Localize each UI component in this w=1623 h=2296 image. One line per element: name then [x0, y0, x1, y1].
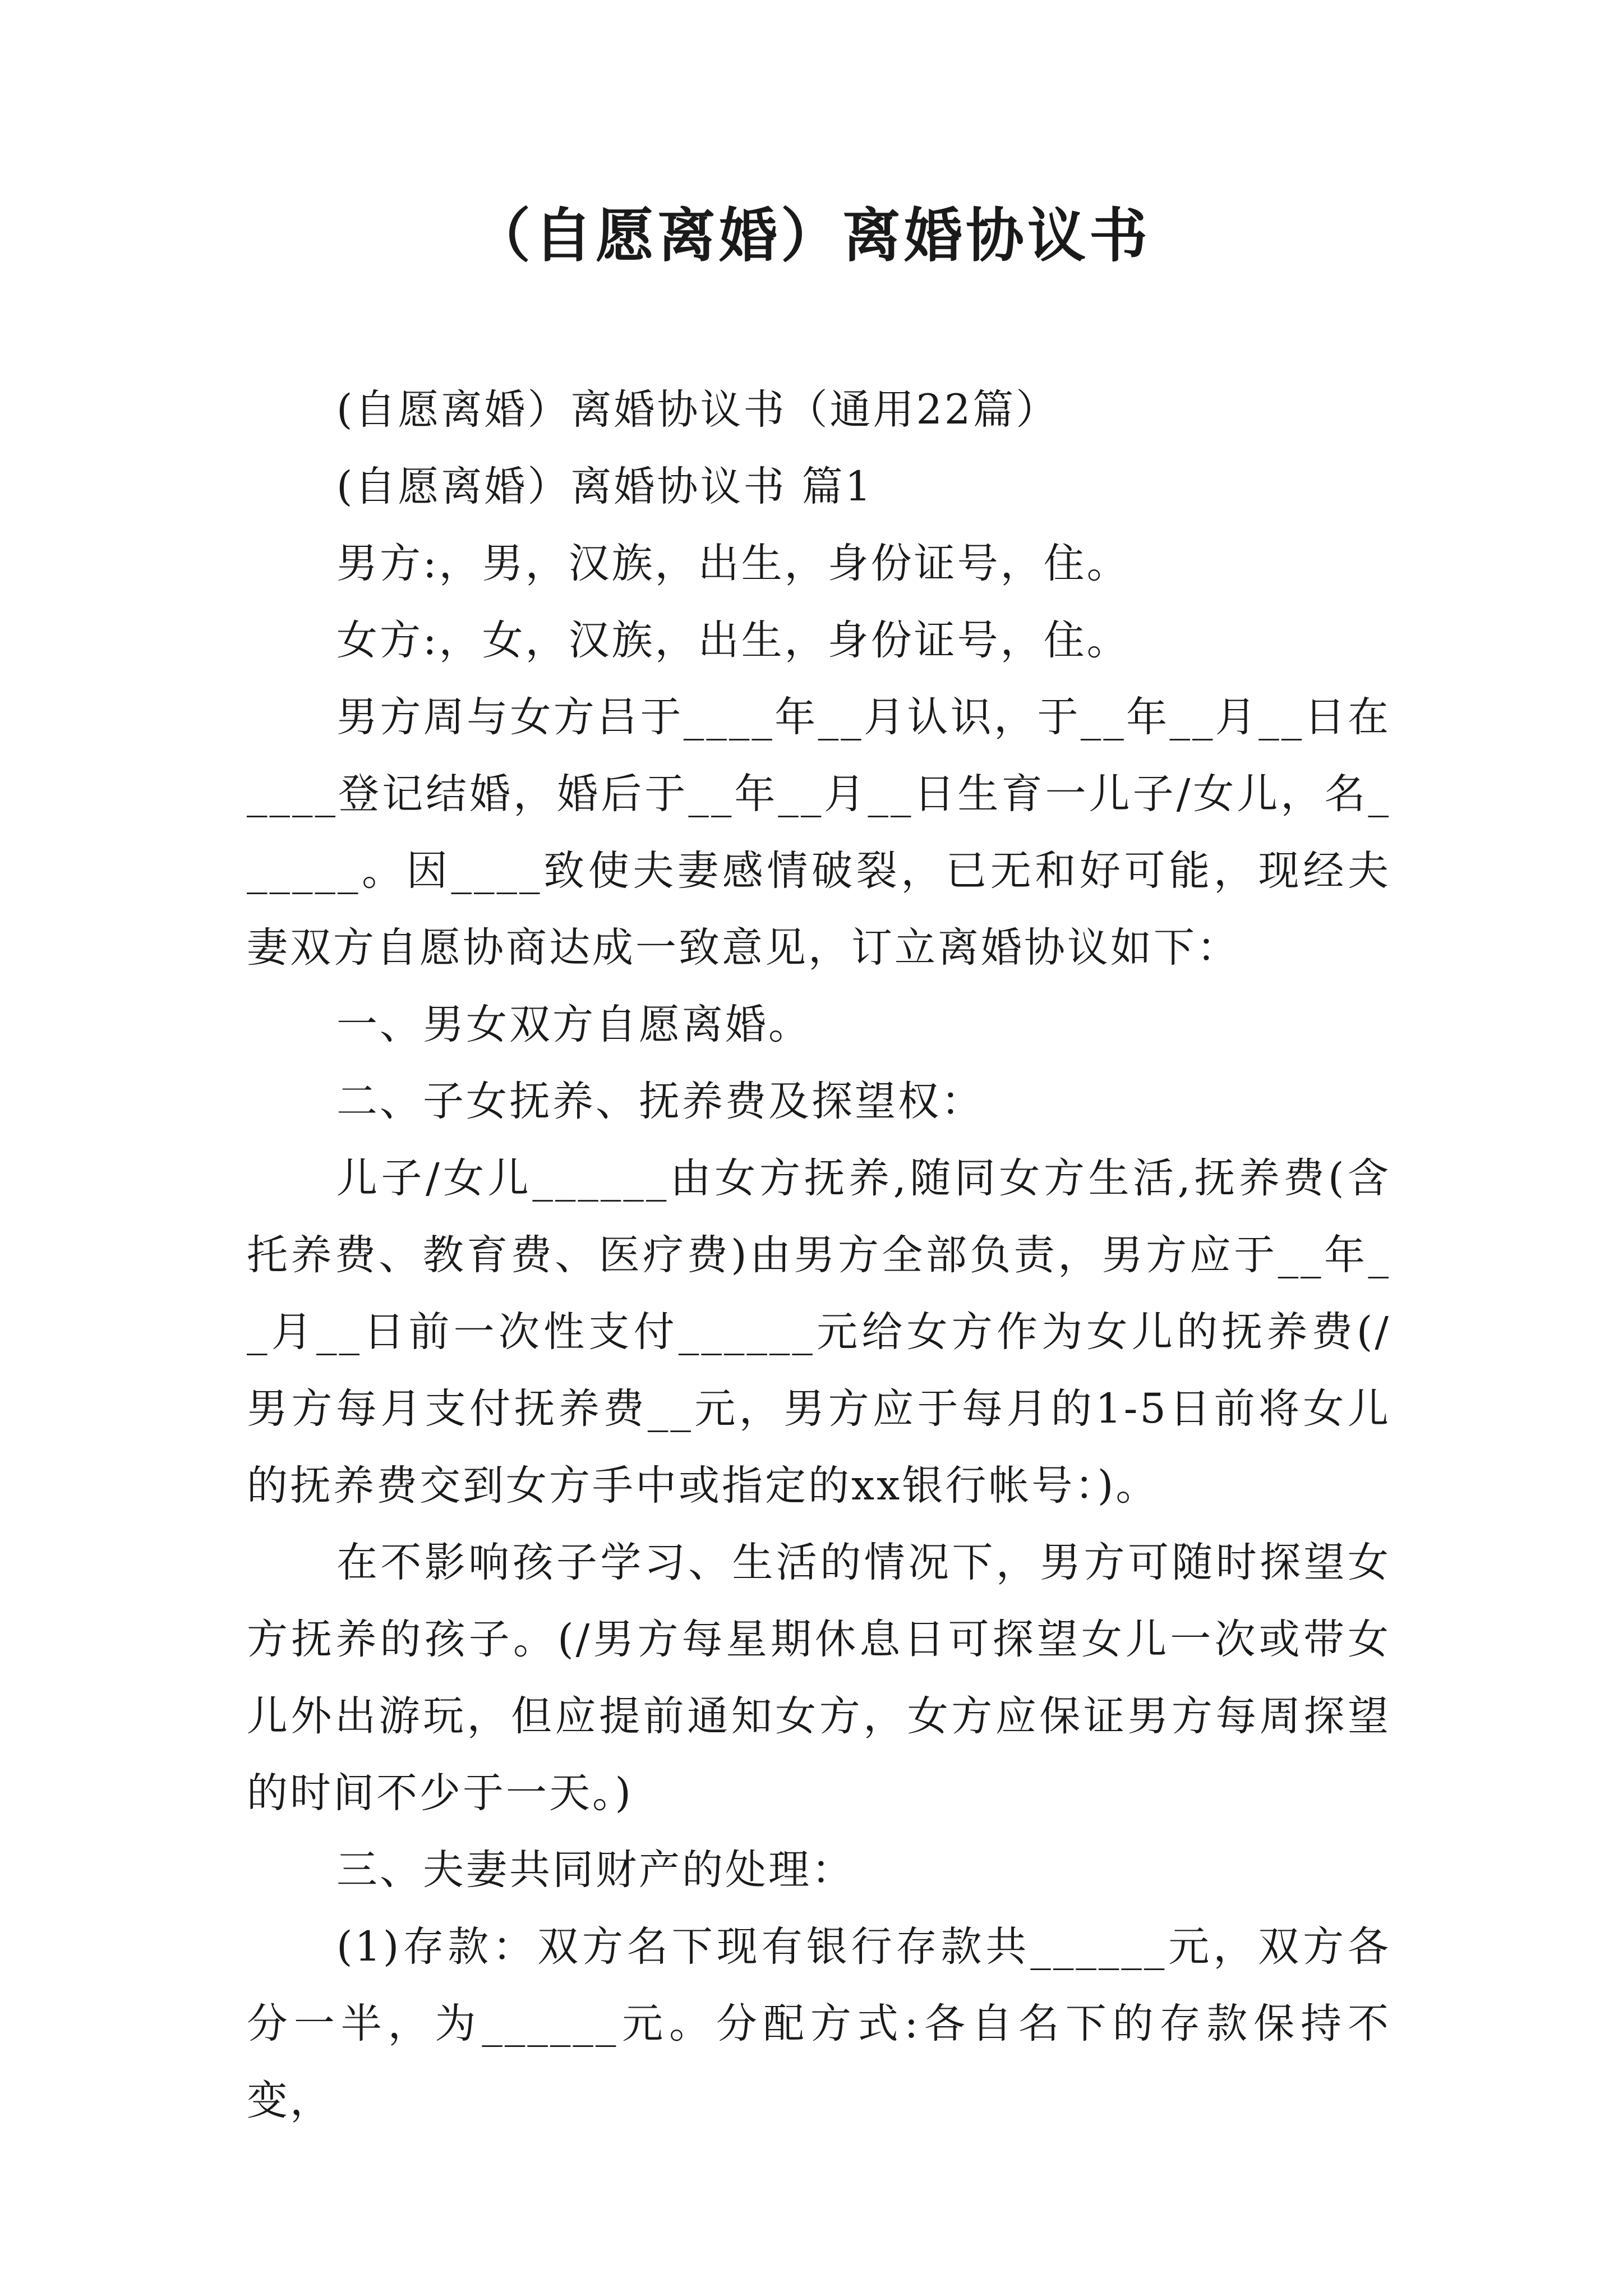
clause-one: 一、男女双方自愿离婚。 [336, 1001, 811, 1048]
custody-paragraph: 儿子/女儿______由女方抚养,随同女方生活,抚养费(含托养费、教育费、医疗费)由男方全部负责，男方应于__年__月__日前一次性支付______元给女方作为女儿的抚养费(/男方每月支付抚养费__元，男方应于每月的1-5日前将女儿的抚养费交到女方手中或指定的xx银行帐号：)。 [247, 1154, 1391, 1510]
document-body [247, 371, 1391, 2139]
subtitle-paragraph: (自愿离婚）离婚协议书（通用22篇） [336, 386, 1059, 434]
female-party-line: 女方:，女，汉族，出生，身份证号，住。 [336, 616, 1130, 664]
intro-paragraph: 男方周与女方吕于____年__月认识，于__年__月__日在____登记结婚，婚后于__年__月__日生育一儿子/女儿，名______。因____致使夫妻感情破裂，已无和好可能，现经夫妻双方自愿协商达成一致意见，订立离婚协议如下： [247, 693, 1391, 972]
section-heading: (自愿离婚）离婚协议书 篇1 [336, 463, 874, 510]
clause-two-heading: 二、子女抚养、抚养费及探望权： [336, 1078, 984, 1125]
visitation-paragraph: 在不影响孩子学习、生活的情况下，男方可随时探望女方抚养的孩子。(/男方每星期休息日可探望女儿一次或带女儿外出游玩，但应提前通知女方，女方应保证男方每周探望的时间不少于一天。) [247, 1539, 1391, 1817]
deposit-paragraph: (1)存款：双方名下现有银行存款共______元，双方各分一半，为______元。分配方式:各自名下的存款保持不变， [247, 1923, 1391, 2124]
male-party-line: 男方:，男，汉族，出生，身份证号，住。 [336, 540, 1130, 587]
document-title: （自愿离婚）离婚协议书 [472, 201, 1151, 270]
clause-three-heading: 三、夫妻共同财产的处理： [336, 1846, 855, 1894]
